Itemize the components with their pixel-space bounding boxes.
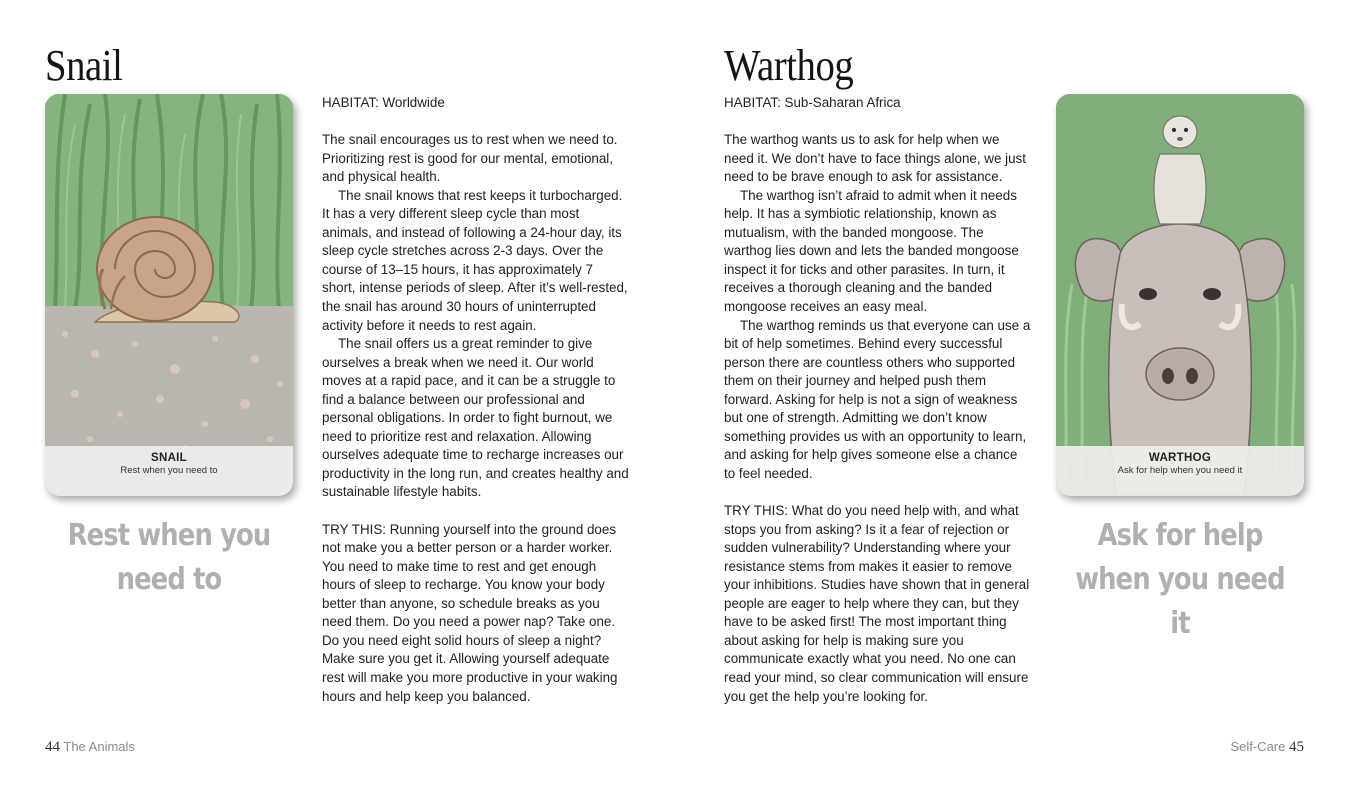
warthog-card xyxy=(1056,94,1304,496)
page-title-warthog: Warthog xyxy=(724,41,854,90)
snail-text-column xyxy=(322,94,630,706)
paragraph: The warthog reminds us that everyone can use a bit of help sometimes. Behind every successful person there are countless others who supported them on their journey and helped push them forward. Asking for help is not a sign of weakness but one of strength. Admitting we don’t know something provides us with an opportunity to learn, and asking for help gives someone else a chance to feel needed. xyxy=(724,317,1031,481)
try-this-paragraph: TRY THIS: What do you need help with, and what stops you from asking? Is it a fear of rejection or sudden vulnerability? Understanding where your resistance stems from makes it easier to remove your inhibitions. Studies have shown that in general people are eager to help where they can, but they have to be asked first! The most important thing about asking for help is making sure you communicate exactly what you need. No one can read your mind, so clear communication will ensure you get the help you’re looking for. xyxy=(724,503,1030,704)
snail-illustration xyxy=(45,94,293,496)
affirmation-warthog: Ask for help when you need it xyxy=(1075,518,1285,641)
paragraph: The snail offers us a great reminder to give ourselves a break when we need it. Our world moves at a rapid pace, and it can be a struggle to find a balance between our professional and personal obligations. In order to fight burnout, we need to prioritize rest and relaxation. Allowing ourselves adequate time to recharge increases our productivity in the long run, and creates healthy and sustainable lifestyle habits. xyxy=(322,336,629,500)
folio-right xyxy=(1230,739,1304,756)
page-title-snail: Snail xyxy=(45,41,123,90)
warthog-card-caption xyxy=(1056,446,1304,496)
paragraph: The snail encourages us to rest when we need to. Prioritizing rest is good for our mental, emotional, and physical health. xyxy=(322,132,618,185)
warthog-text-column xyxy=(724,94,1032,706)
folio-left xyxy=(45,739,135,756)
snail-card xyxy=(45,94,293,496)
warthog-illustration xyxy=(1056,94,1304,496)
habitat-line: HABITAT: Worldwide xyxy=(322,95,445,110)
page-number: 44 xyxy=(45,739,60,755)
try-this-paragraph: TRY THIS: Running yourself into the ground does not make you a better person or a harder worker. You need to make time to rest and get enough hours of sleep to recharge. You know your body better than anyone, so schedule breaks as you need them. Do you need a power nap? Take one. Do you need eight solid hours of sleep a night? Make sure you get it. Allowing yourself adequate rest will make you more productive in your waking hours and help keep you balanced. xyxy=(322,521,618,704)
card-name: WARTHOG xyxy=(1148,452,1212,464)
snail-card-caption xyxy=(45,446,293,496)
card-name: SNAIL xyxy=(151,452,187,464)
page-number: 45 xyxy=(1289,739,1304,755)
paragraph: The warthog wants us to ask for help when we need it. We don’t have to face things alone, we just need to be brave enough to ask for assistance. xyxy=(724,132,1026,185)
affirmation-snail: Rest when you need to xyxy=(67,518,271,597)
card-text: Rest when you need to xyxy=(120,465,218,476)
folio-label: Self-Care xyxy=(1230,739,1286,754)
paragraph: The snail knows that rest keeps it turbocharged. It has a very different sleep cycle than most animals, and instead of following a 24-hour day, its sleep cycle stretches across 2-3 days. Over the course of 13–15 hours, it has approximately 7 short, intense periods of sleep. After it’s well-rested, the snail has around 30 hours of uninterrupted activity before it needs to rest again. xyxy=(322,187,628,333)
habitat-line: HABITAT: Sub-Saharan Africa xyxy=(724,95,901,110)
card-text: Ask for help when you need it xyxy=(1117,465,1243,476)
paragraph: The warthog isn’t afraid to admit when it needs help. It has a symbiotic relationship, known as mutualism, with the banded mongoose. The warthog lies down and lets the banded mongoose inspect it for ticks and other parasites. In turn, it receives a thorough cleaning and the banded mongoose receives an easy meal. xyxy=(724,187,1019,315)
folio-label: The Animals xyxy=(63,739,135,754)
